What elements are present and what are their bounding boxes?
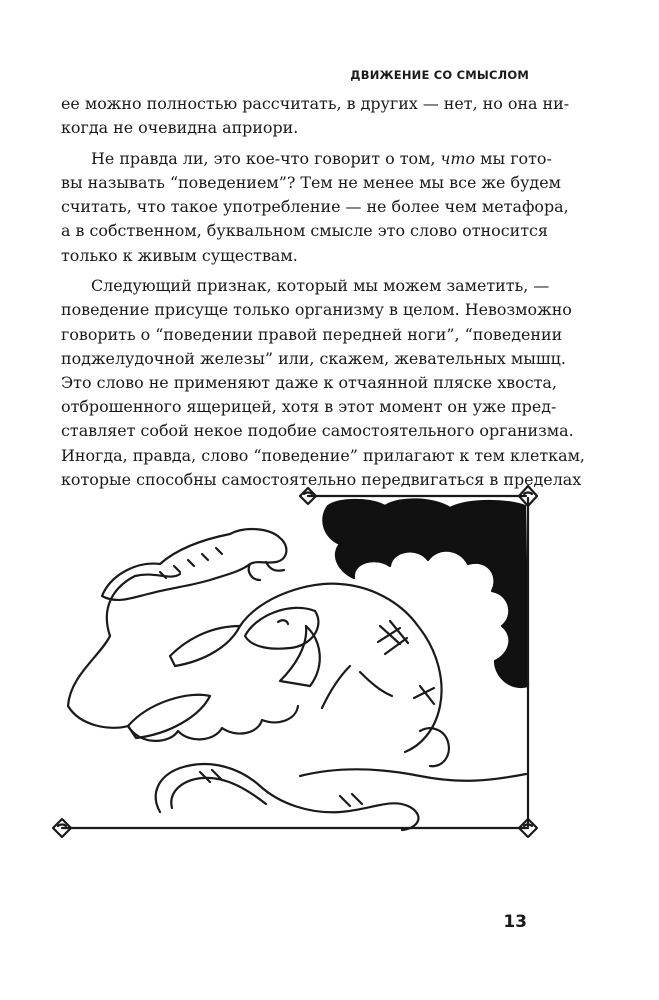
text-run: Не правда ли, это кое-что говорит о том, — [91, 148, 441, 168]
text-line: когда не очевидна априори. — [61, 118, 299, 138]
big-lizard-crosshatch — [378, 621, 434, 704]
text-line: Это слово не применяют даже к отчаянной пляске хвоста, — [61, 373, 557, 393]
small-lizard — [102, 529, 286, 600]
paragraph-1 — [61, 92, 570, 140]
stone-ground — [300, 769, 526, 781]
serpent-tail — [156, 764, 419, 830]
text-line — [61, 147, 552, 171]
dark-cloud — [323, 499, 528, 687]
emphasis-word: что — [440, 148, 476, 168]
text-line: ставляет собой некое подобие самостоятельного организма. — [61, 421, 574, 441]
big-lizard-eye — [278, 620, 288, 624]
rock-edge — [107, 574, 180, 636]
stone-cylinder — [420, 728, 449, 766]
page-number: 13 — [503, 912, 527, 932]
text-line: Иногда, правда, слово “поведение” прилагают к тем клеткам, — [61, 445, 585, 465]
text-line: поведение присуще только организму в целом. Невозможно — [61, 300, 572, 320]
text-line: а в собственном, буквальном смысле это слово относится — [61, 221, 548, 241]
serpent-tail-inner — [171, 778, 266, 808]
text-line: говорить о “поведении правой передней ноги”, “поведении — [61, 324, 563, 344]
small-lizard-leg — [249, 562, 284, 580]
text-line: отброшенного ящерицей, хотя в этот момент он уже пред- — [61, 397, 557, 417]
rock-mass — [68, 636, 298, 741]
lizards-illustration — [40, 476, 550, 876]
plant-leaf — [170, 626, 240, 666]
running-head: ДВИЖЕНИЕ СО СМЫСЛОМ — [350, 68, 529, 82]
text-line: только к живым существам. — [61, 245, 298, 265]
text-run: мы гото- — [475, 148, 552, 168]
small-lizard-pattern — [160, 548, 222, 578]
big-lizard-body — [240, 584, 442, 752]
text-line: считать, что такое употребление — не более чем метафора, — [61, 197, 569, 217]
big-lizard-limb — [322, 666, 392, 708]
body-text — [61, 92, 585, 498]
paragraph-3 — [61, 274, 585, 492]
plant-leaf — [280, 626, 320, 686]
text-line: вы называть “поведением”? Тем не менее мы все же будем — [61, 173, 561, 192]
text-line: которые способны самостоятельно передвигаться в пределах — [61, 469, 582, 489]
paragraph-2 — [61, 147, 569, 268]
plant-leaf — [128, 695, 210, 738]
text-line: поджелудочной железы” или, скажем, жевательных мышц. — [61, 348, 566, 368]
text-line: ее можно полностью рассчитать, в других — нет, но она ни- — [61, 94, 570, 113]
text-line: Следующий признак, который мы можем заметить, — — [91, 276, 550, 296]
